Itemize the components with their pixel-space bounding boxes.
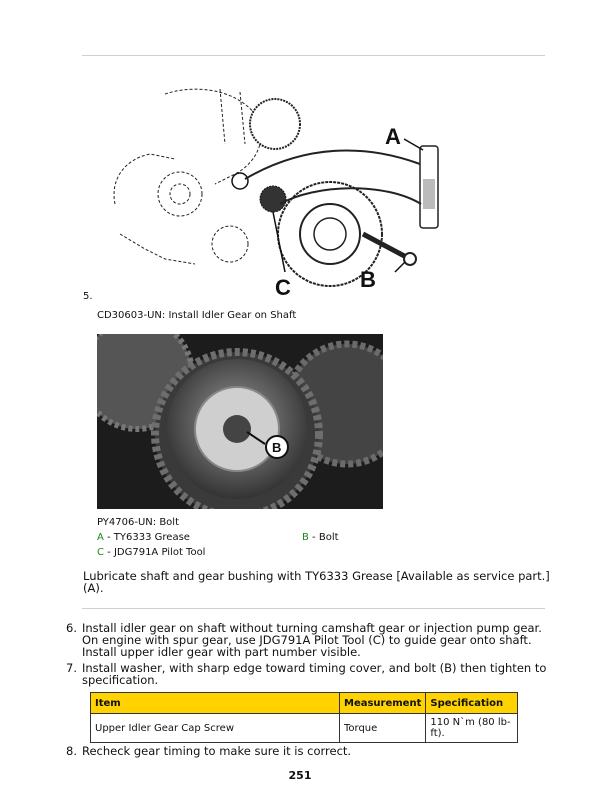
step-7-line-1: Install washer, with sharp edge toward timing cover, and bolt (B) then tighten to — [82, 661, 547, 675]
legend-b-key: B — [302, 532, 309, 543]
figure-2-caption: PY4706-UN: Bolt — [97, 517, 180, 528]
header-specification: Specification — [426, 693, 518, 714]
step-8-number: 8. — [66, 744, 77, 758]
cell-specification: 110 N`m (80 lb-ft). — [426, 714, 518, 743]
photo-callout-b: B — [272, 440, 282, 455]
header-item: Item — [91, 693, 340, 714]
step-8-line-1: Recheck gear timing to make sure it is correct. — [82, 744, 352, 758]
step-7-number: 7. — [66, 661, 77, 675]
step-5-line-1: Lubricate shaft and gear bushing with TY6333 Grease [Available as service part.] — [83, 569, 550, 583]
specification-table — [90, 692, 518, 743]
step-5-text — [83, 570, 550, 594]
legend-c — [97, 546, 205, 559]
legend-a — [97, 531, 190, 544]
spec-table-header — [91, 693, 518, 714]
legend-b — [302, 531, 339, 544]
figure-1-caption: CD30603-UN: Install Idler Gear on Shaft — [97, 310, 297, 321]
callout-a: A — [385, 124, 401, 149]
step-8 — [66, 745, 351, 757]
table-row — [91, 714, 518, 743]
step-6-number: 6. — [66, 621, 77, 635]
header-measurement: Measurement — [340, 693, 426, 714]
step-6-line-2: On engine with spur gear, use JDG791A Pilot Tool (C) to guide gear onto shaft. — [82, 633, 532, 647]
step-6 — [66, 622, 542, 658]
top-divider — [82, 55, 545, 56]
legend-c-text: - JDG791A Pilot Tool — [103, 547, 206, 558]
legend-b-text: - Bolt — [308, 532, 339, 543]
step-5-line-2: (A). — [83, 581, 104, 595]
step-6-line-1: Install idler gear on shaft without turning camshaft gear or injection pump gear. — [82, 621, 542, 635]
callout-c: C — [275, 275, 291, 296]
idler-gear-illustration — [105, 84, 455, 296]
legend-a-text: - TY6333 Grease — [103, 532, 190, 543]
step-5-number: 5. — [83, 291, 93, 302]
mid-divider — [82, 608, 545, 609]
callout-b: B — [360, 267, 376, 292]
step-7-line-2: specification. — [82, 673, 159, 687]
page-number: 251 — [288, 769, 312, 782]
step-6-line-3: Install upper idler gear with part number visible. — [82, 645, 361, 659]
cell-measurement: Torque — [340, 714, 426, 743]
bolt-photo — [97, 334, 383, 509]
step-7 — [66, 662, 546, 686]
legend-a-key: A — [97, 532, 104, 543]
cell-item: Upper Idler Gear Cap Screw — [91, 714, 340, 743]
legend-c-key: C — [97, 547, 104, 558]
